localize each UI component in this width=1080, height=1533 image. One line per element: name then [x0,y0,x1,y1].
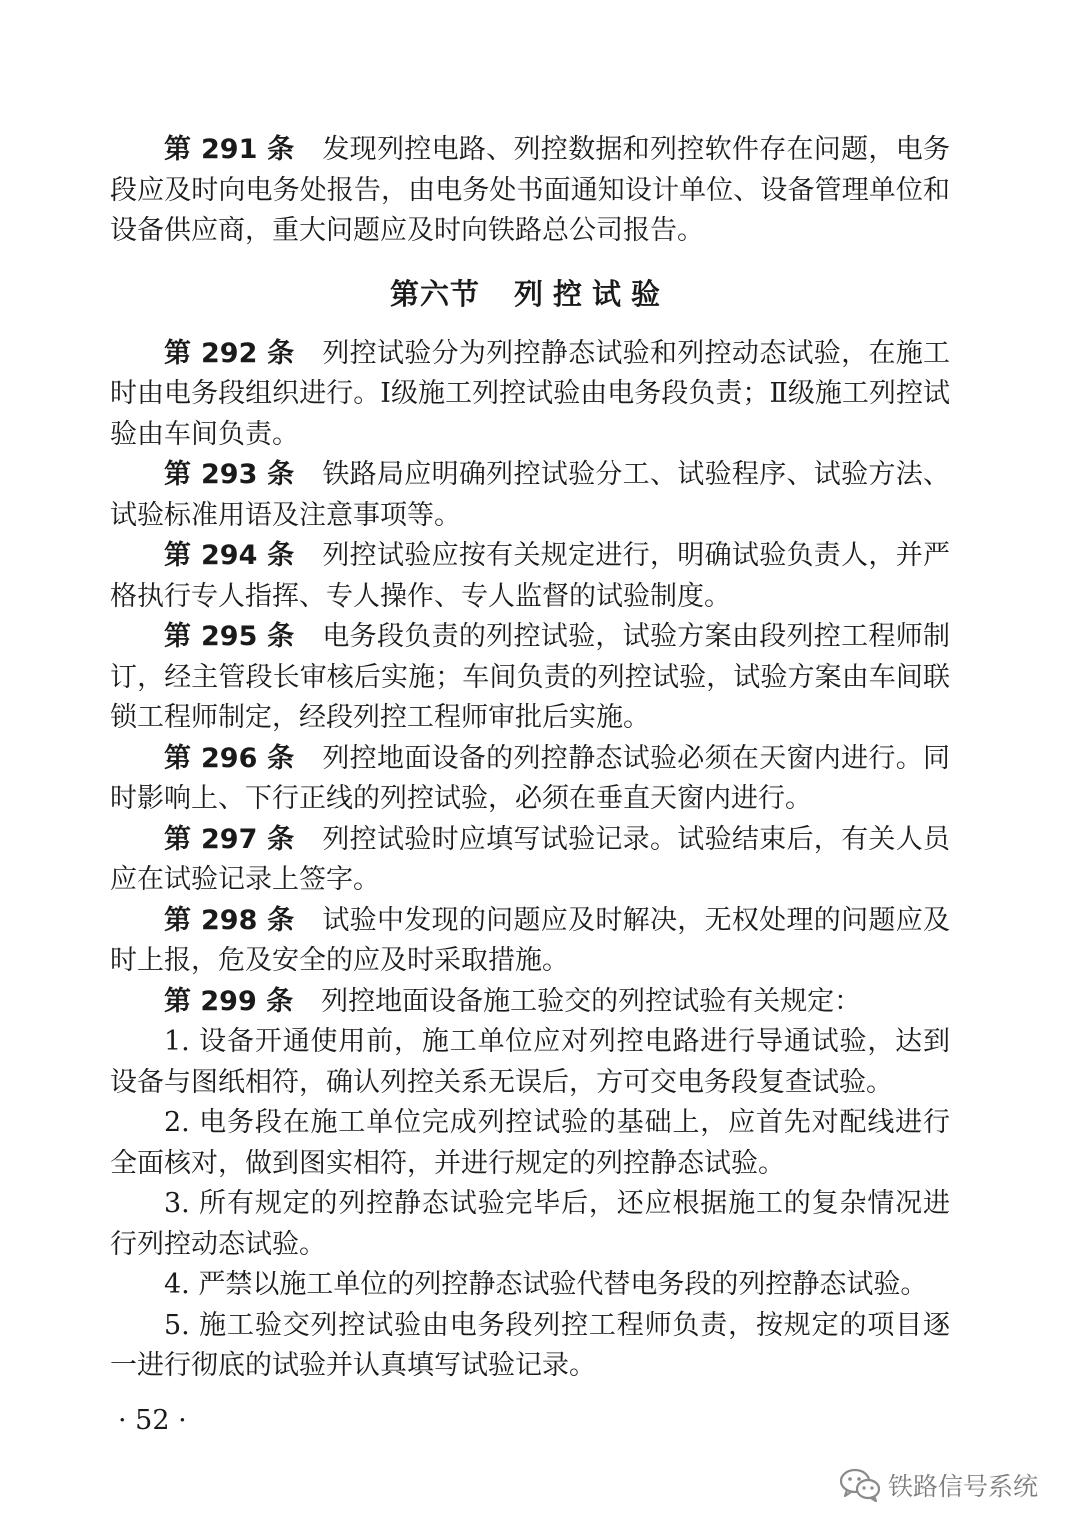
article-294 [110,536,950,617]
section-heading [110,266,950,322]
article-292 [110,334,950,456]
article-text: 试验中发现的问题应及时解决，无权处理的问题应及时上报，危及安全的应及时采取措施。 [110,904,950,976]
article-number: 第 292 条 [164,337,295,369]
page-number: · 52 · [118,1405,187,1436]
watermark-text: 铁路信号系统 [888,1472,1039,1501]
article-295 [110,617,950,739]
article-text: 列控地面设备的列控静态试验必须在天窗内进行。同时影响上、下行正线的列控试验，必须在垂直天窗内进行。 [110,742,950,814]
article-number: 第 299 条 [164,985,294,1017]
article-299 [110,982,950,1023]
article-298 [110,901,950,982]
list-item: 2. 电务段在施工单位完成列控试验的基础上，应首先对配线进行全面核对，做到图实相符，并进行规定的列控静态试验。 [110,1107,950,1179]
article-number: 第 295 条 [164,621,295,652]
section-name: 列控试验 [514,276,671,311]
article-number: 第 294 条 [164,540,295,571]
list-item: 3. 所有规定的列控静态试验完毕后，还应根据施工的复杂情况进行列控动态试验。 [110,1188,950,1260]
article-text: 列控试验分为列控静态试验和列控动态试验，在施工时由电务段组织进行。Ⅰ级施工列控试验由电务段负责；Ⅱ级施工列控试验由车间负责。 [110,337,950,450]
list-item: 4. 严禁以施工单位的列控静态试验代替电务段的列控静态试验。 [164,1269,928,1300]
article-296 [110,739,950,820]
article-number: 第 298 条 [164,904,295,936]
list-item: 1. 设备开通使用前，施工单位应对列控电路进行导通试验，达到设备与图纸相符，确认列控关系无误后，方可交电务段复查试验。 [110,1026,950,1098]
watermark [838,1465,1038,1505]
article-291 [110,130,950,252]
article-text: 列控地面设备施工验交的列控试验有关规定： [321,985,862,1017]
article-text: 列控试验时应填写试验记录。试验结束后，有关人员应在试验记录上签字。 [110,823,950,895]
wechat-icon [838,1467,882,1503]
article-number: 第 293 条 [164,459,295,490]
article-293 [110,455,950,536]
article-text: 铁路局应明确列控试验分工、试验程序、试验方法、试验标准用语及注意事项等。 [110,459,950,531]
list-item: 5. 施工验交列控试验由电务段列控工程师负责，按规定的项目逐一进行彻底的试验并认真填写试验记录。 [110,1309,950,1381]
article-number: 第 291 条 [164,134,295,165]
article-text: 发现列控电路、列控数据和列控软件存在问题，电务段应及时向电务处报告，由电务处书面通知设计单位、设备管理单位和设备供应商，重大问题应及时向铁路总公司报告。 [110,134,950,246]
section-number: 第六节 [389,276,480,311]
article-297 [110,820,950,901]
document-page [110,130,950,1387]
article-number: 第 296 条 [164,742,295,774]
article-text: 电务段负责的列控试验，试验方案由段列控工程师制订，经主管段长审核后实施；车间负责的列控试验，试验方案由车间联锁工程师制定，经段列控工程师审批后实施。 [110,621,950,733]
article-number: 第 297 条 [164,823,295,855]
article-text: 列控试验应按有关规定进行，明确试验负责人，并严格执行专人指挥、专人操作、专人监督的试验制度。 [110,540,950,612]
